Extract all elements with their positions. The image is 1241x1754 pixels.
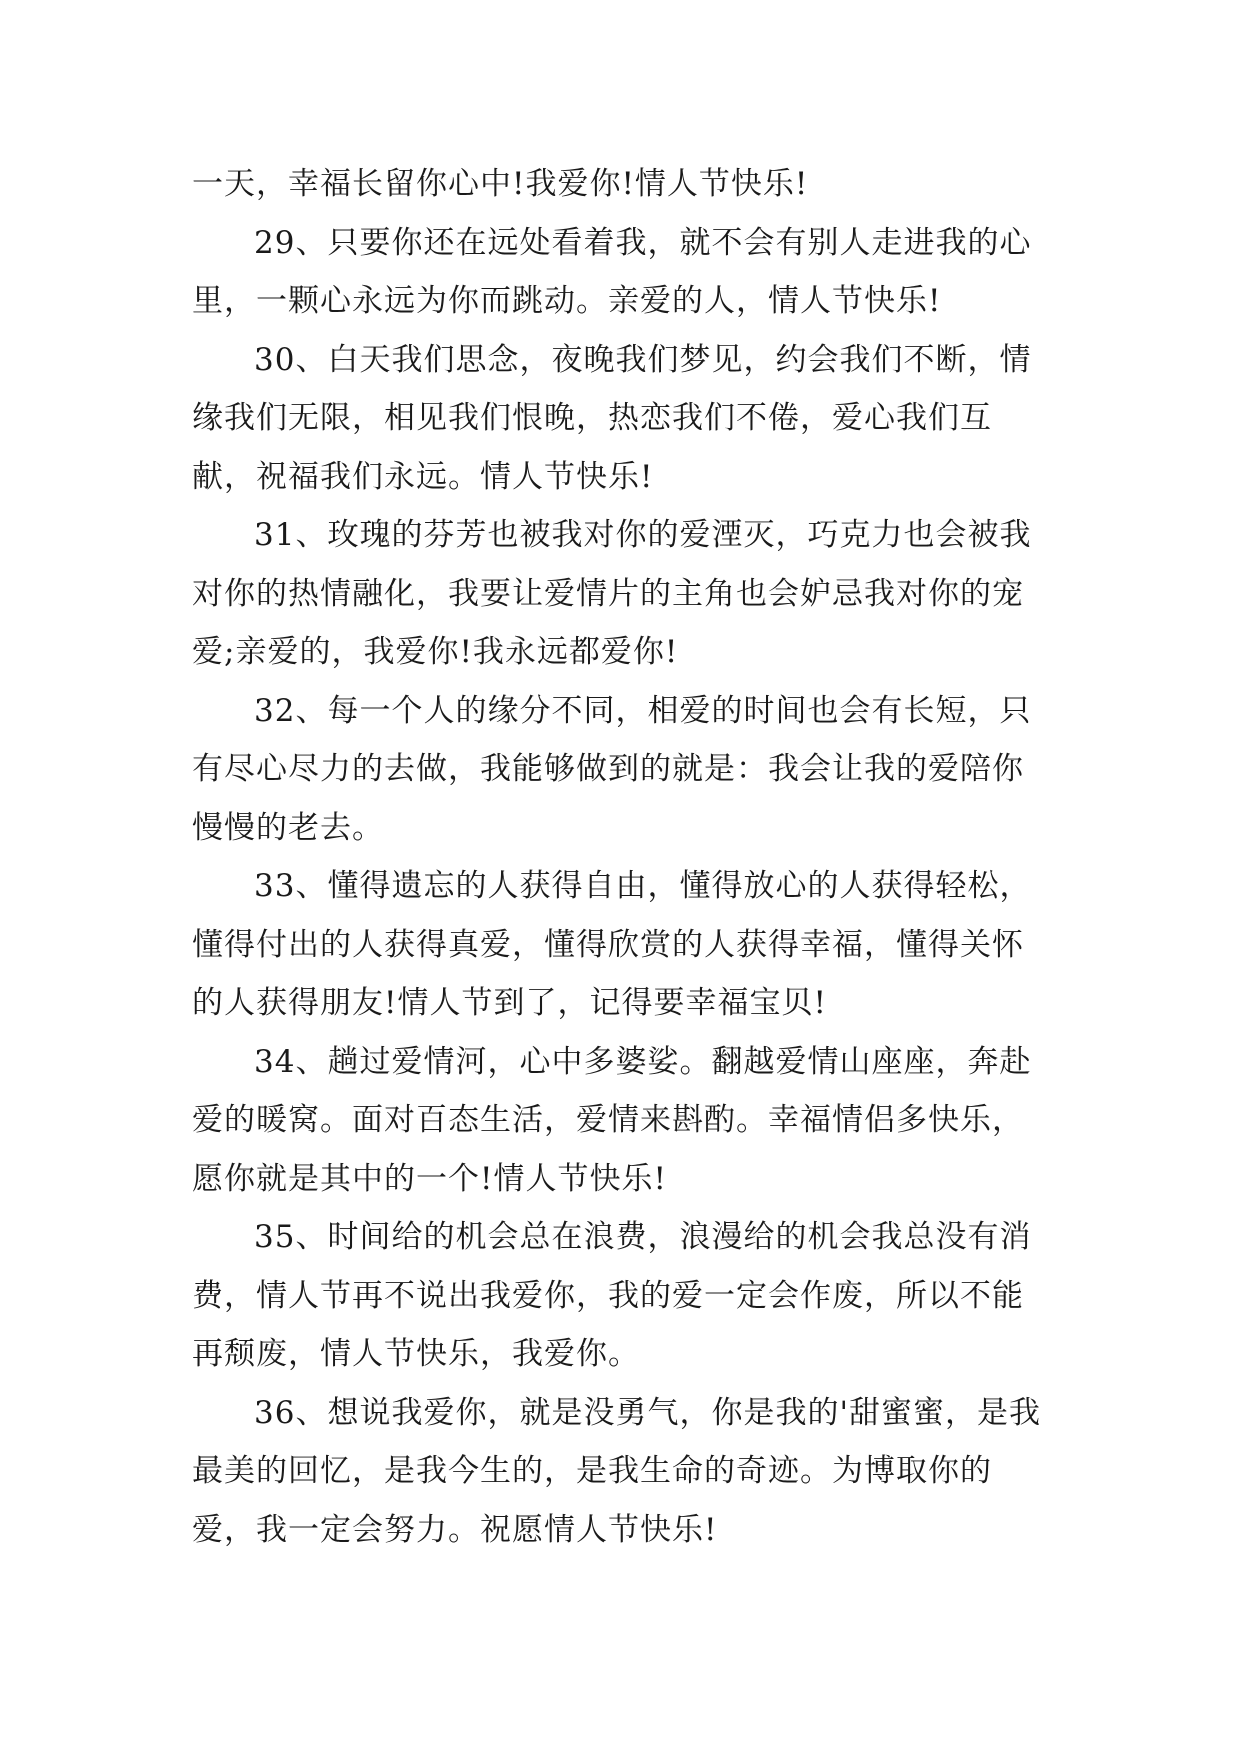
body-text <box>192 155 1054 1559</box>
paragraph-33: 33、懂得遗忘的人获得自由，懂得放心的人获得轻松，懂得付出的人获得真爱，懂得欣赏的人获得幸福，懂得关怀的人获得朋友!情人节到了，记得要幸福宝贝! <box>192 868 1032 1021</box>
paragraph-31: 31、玫瑰的芬芳也被我对你的爱湮灭，巧克力也会被我对你的热情融化，我要让爱情片的主角也会妒忌我对你的宠爱;亲爱的，我爱你!我永远都爱你! <box>192 517 1032 670</box>
paragraph-30: 30、白天我们思念，夜晚我们梦见，约会我们不断，情缘我们无限，相见我们恨晚，热恋我们不倦，爱心我们互献，祝福我们永远。情人节快乐! <box>192 341 1032 495</box>
paragraph-35: 35、时间给的机会总在浪费，浪漫给的机会我总没有消费，情人节再不说出我爱你，我的爱一定会作废，所以不能再颓废，情人节快乐，我爱你。 <box>192 1219 1032 1372</box>
paragraph-continuation: 一天，幸福长留你心中!我爱你!情人节快乐! <box>192 166 809 202</box>
paragraph-34: 34、趟过爱情河，心中多婆娑。翻越爱情山座座，奔赴爱的暖窝。面对百态生活，爱情来斟酌。幸福情侣多快乐，愿你就是其中的一个!情人节快乐! <box>192 1043 1032 1197</box>
paragraph-36: 36、想说我爱你，就是没勇气，你是我的'甜蜜蜜，是我最美的回忆，是我今生的，是我生命的奇迹。为博取你的爱，我一定会努力。祝愿情人节快乐! <box>192 1394 1041 1548</box>
paragraph-29: 29、只要你还在远处看着我，就不会有别人走进我的心里，一颗心永远为你而跳动。亲爱的人，情人节快乐! <box>192 224 1032 319</box>
paragraph-32: 32、每一个人的缘分不同，相爱的时间也会有长短，只有尽心尽力的去做，我能够做到的就是：我会让我的爱陪你慢慢的老去。 <box>192 692 1032 846</box>
